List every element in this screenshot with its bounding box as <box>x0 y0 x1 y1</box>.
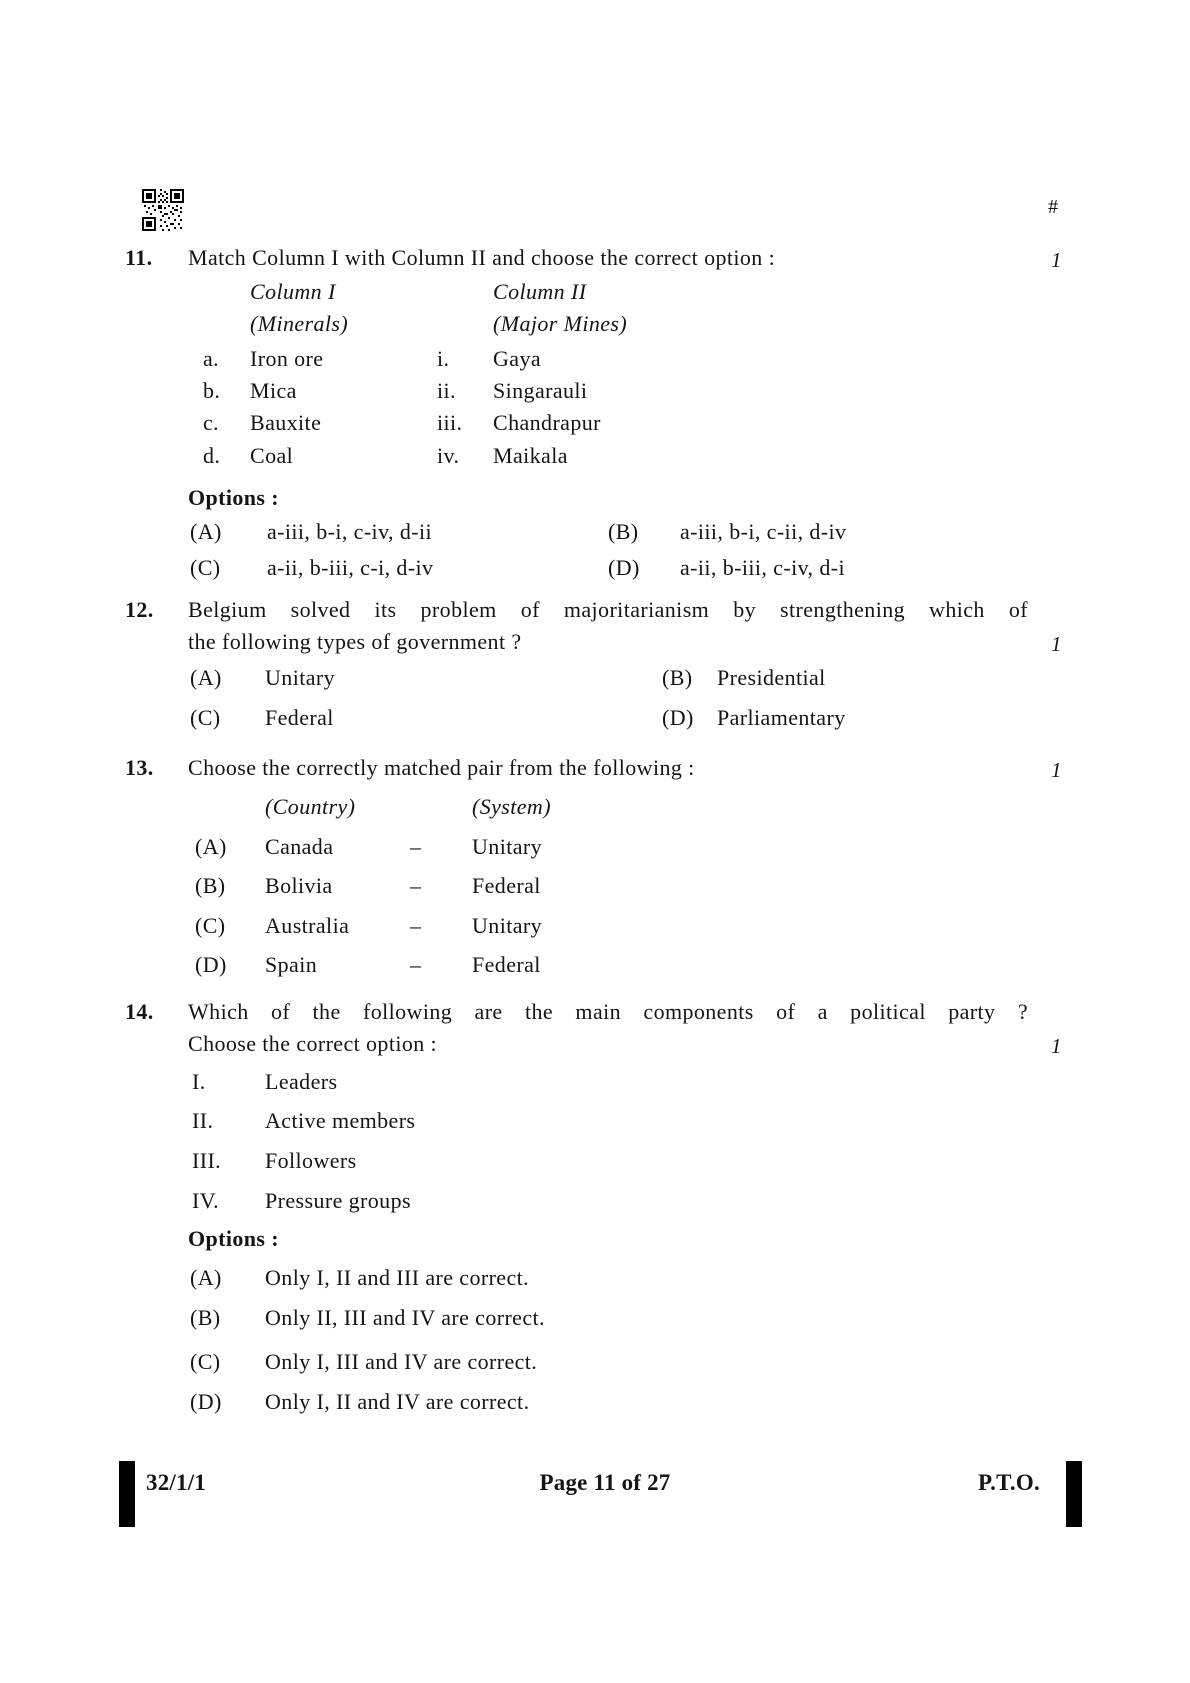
q14-item-text: Active members <box>265 1108 416 1133</box>
q12-marks: 1 <box>1051 632 1062 656</box>
q13-pair-dash: – <box>410 952 422 977</box>
q13-marks: 1 <box>1051 758 1062 782</box>
q14-option-text: Only I, II and IV are correct. <box>265 1389 530 1414</box>
q11-option-text: a-iii, b-i, c-iv, d-ii <box>267 519 432 544</box>
q11-row-mine: Gaya <box>493 346 542 371</box>
q11-text: Match Column I with Column II and choose the correct option : <box>188 245 776 270</box>
q11-marks: 1 <box>1051 248 1062 272</box>
q13-number: 13. <box>125 755 154 780</box>
q14-item-text: Followers <box>265 1148 357 1173</box>
q12-number: 12. <box>125 597 154 622</box>
q13-pair-country: Spain <box>265 952 318 977</box>
q14-marks: 1 <box>1051 1034 1062 1058</box>
q11-row-mine: Maikala <box>493 443 568 468</box>
q11-row-letter: c. <box>203 410 220 435</box>
q11-row-letter: b. <box>203 378 221 403</box>
q11-row-roman: ii. <box>437 378 456 403</box>
q11-row-roman: i. <box>437 346 450 371</box>
q13-pair-system: Federal <box>472 952 541 977</box>
q14-item-roman: III. <box>192 1148 222 1173</box>
q14-option-text: Only I, III and IV are correct. <box>265 1349 538 1374</box>
qr-code <box>142 189 184 231</box>
q12-option-text: Parliamentary <box>717 705 846 730</box>
q11-row-roman: iv. <box>437 443 460 468</box>
corner-hash-mark: # <box>1048 196 1059 218</box>
q12-option-text: Presidential <box>717 665 826 690</box>
q13-text: Choose the correctly matched pair from the following : <box>188 755 695 780</box>
q13-pair-system: Unitary <box>472 913 543 938</box>
q14-option-label: (A) <box>190 1265 222 1290</box>
q13-pair-system: Unitary <box>472 834 543 859</box>
q13-pair-dash: – <box>410 834 422 859</box>
q13-col1-header: (Country) <box>265 794 356 819</box>
q12-text-line2: the following types of government ? <box>188 629 522 654</box>
footer-right-bar <box>1066 1461 1082 1527</box>
footer-left-bar <box>119 1461 135 1527</box>
q13-pair-label: (D) <box>195 952 227 977</box>
q14-item-text: Leaders <box>265 1069 338 1094</box>
footer-paper-code: 32/1/1 <box>146 1470 206 1495</box>
q12-text-line1: Belgium solved its problem of majoritarianism by strengthening which of <box>188 597 1028 622</box>
q11-row-mine: Singarauli <box>493 378 588 403</box>
q11-option-text: a-iii, b-i, c-ii, d-iv <box>680 519 847 544</box>
q14-text-line2: Choose the correct option : <box>188 1031 438 1056</box>
q11-option-text: a-ii, b-iii, c-i, d-iv <box>267 555 434 580</box>
q12-option-label: (B) <box>662 665 693 690</box>
q12-option-text: Federal <box>265 705 334 730</box>
q11-row-mine: Chandrapur <box>493 410 601 435</box>
q14-option-label: (C) <box>190 1349 221 1374</box>
q14-text-line1: Which of the following are the main components of a political party ? <box>188 999 1028 1024</box>
q14-item-roman: II. <box>192 1108 214 1133</box>
q14-option-label: (B) <box>190 1305 221 1330</box>
q13-pair-dash: – <box>410 913 422 938</box>
q11-row-mineral: Coal <box>250 443 294 468</box>
q14-option-label: (D) <box>190 1389 222 1414</box>
footer-page-number: Page 11 of 27 <box>539 1470 671 1495</box>
q13-pair-label: (B) <box>195 873 226 898</box>
q13-pair-dash: – <box>410 873 422 898</box>
q13-pair-country: Australia <box>265 913 350 938</box>
q11-row-mineral: Mica <box>250 378 297 403</box>
q11-col2-subheader: (Major Mines) <box>493 311 628 336</box>
q11-col2-header: Column II <box>493 279 587 304</box>
q11-options-label: Options : <box>188 485 280 510</box>
q13-pair-system: Federal <box>472 873 541 898</box>
q14-option-text: Only II, III and IV are correct. <box>265 1305 545 1330</box>
q11-row-mineral: Bauxite <box>250 410 322 435</box>
q11-option-text: a-ii, b-iii, c-iv, d-i <box>680 555 845 580</box>
q11-option-label: (D) <box>608 555 640 580</box>
q12-option-text: Unitary <box>265 665 336 690</box>
q11-col1-subheader: (Minerals) <box>250 311 349 336</box>
q14-option-text: Only I, II and III are correct. <box>265 1265 530 1290</box>
q11-row-roman: iii. <box>437 410 463 435</box>
q13-pair-label: (C) <box>195 913 226 938</box>
q11-option-label: (B) <box>608 519 639 544</box>
footer-pto: P.T.O. <box>978 1470 1040 1495</box>
q11-row-letter: a. <box>203 346 220 371</box>
q13-pair-country: Canada <box>265 834 334 859</box>
q14-number: 14. <box>125 999 154 1024</box>
q12-option-label: (A) <box>190 665 222 690</box>
q14-item-text: Pressure groups <box>265 1188 411 1213</box>
q13-pair-label: (A) <box>195 834 227 859</box>
q12-option-label: (C) <box>190 705 221 730</box>
q11-option-label: (A) <box>190 519 222 544</box>
q14-item-roman: I. <box>192 1069 206 1094</box>
q14-item-roman: IV. <box>192 1188 220 1213</box>
q14-options-label: Options : <box>188 1226 280 1251</box>
q13-col2-header: (System) <box>472 794 551 819</box>
q11-option-label: (C) <box>190 555 221 580</box>
q11-row-mineral: Iron ore <box>250 346 324 371</box>
q13-pair-country: Bolivia <box>265 873 333 898</box>
q11-number: 11. <box>125 245 153 270</box>
q11-col1-header: Column I <box>250 279 336 304</box>
q12-option-label: (D) <box>662 705 694 730</box>
q11-row-letter: d. <box>203 443 221 468</box>
